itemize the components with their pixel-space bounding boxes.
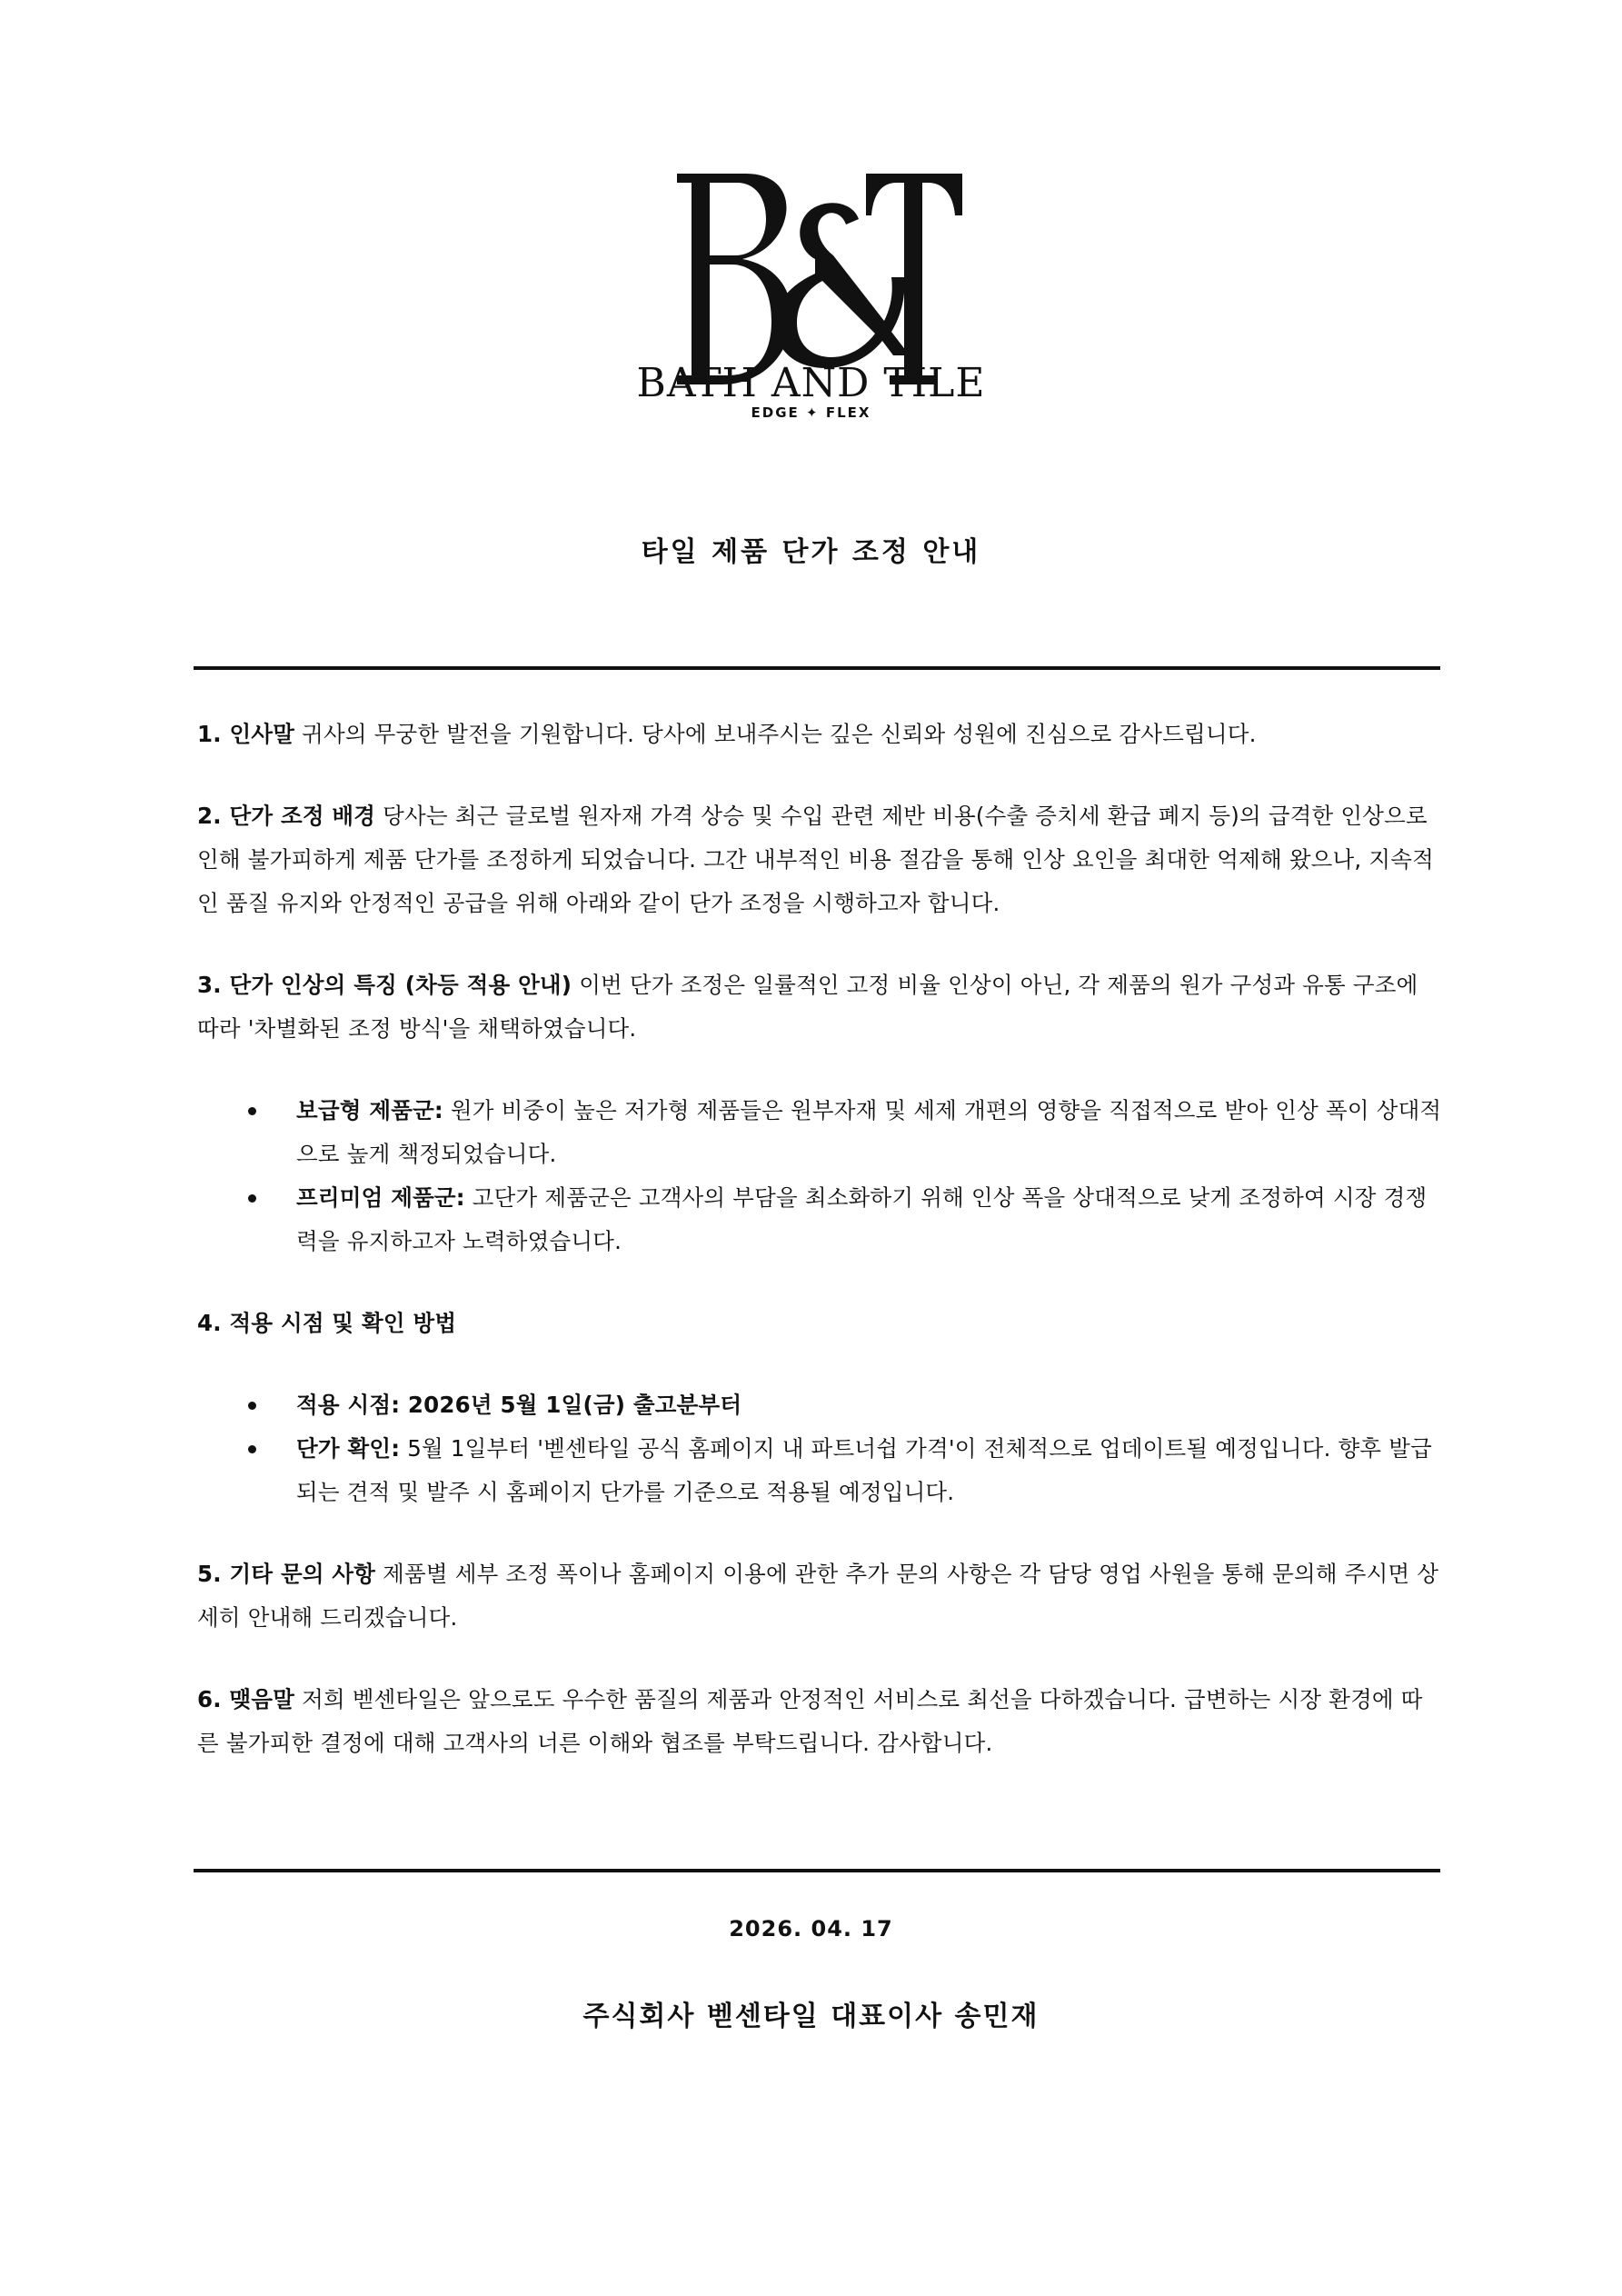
list-item-label: 보급형 제품군: [296,1097,443,1123]
list-item-text: 고단가 제품군은 고객사의 부담을 최소화하기 위해 인상 폭을 상대적으로 낮게 조정하여 시장 경쟁력을 유지하고자 노력하였습니다. [296,1184,1428,1254]
section-schedule [197,1302,1442,1345]
section-features [197,963,1442,1051]
section-heading: 2. 단가 조정 배경 [197,803,376,829]
bottom-divider [194,1869,1440,1872]
signature-line: 주식회사 벧센타일 대표이사 송민재 [582,2001,1040,2032]
page-title: 타일 제품 단가 조정 안내 [641,536,981,568]
issue-date: 2026. 04. 17 [729,1916,893,1942]
section-background [197,794,1442,925]
features-list [197,1089,1442,1263]
list-item-text: 5월 1일부터 '벧센타일 공식 홈페이지 내 파트너쉽 가격'이 전체적으로 업데이트될 예정입니다. 향후 발급되는 견적 및 발주 시 홈페이지 단가를 기준으로 적용될 예정입니다. [296,1435,1433,1505]
section-heading: 5. 기타 문의 사항 [197,1561,376,1587]
section-text: 저희 벧센타일은 앞으로도 우수한 품질의 제품과 안정적인 서비스로 최선을 다하겠습니다. 급변하는 시장 환경에 따른 불가피한 결정에 대해 고객사의 너른 이해와 협조를 부탁드립니다. 감사합니다. [197,1686,1423,1756]
top-divider [194,666,1440,670]
logo-tagline: EDGE ✦ FLEX [751,404,871,421]
section-heading: 4. 적용 시점 및 확인 방법 [197,1310,457,1336]
section-text: 귀사의 무궁한 발전을 기원합니다. 당사에 보내주시는 깊은 신뢰와 성원에 진심으로 감사드립니다. [294,721,1257,747]
section-greeting [197,713,1442,756]
list-item [296,1176,1442,1263]
section-text: 이번 단가 조정은 일률적인 고정 비율 인상이 아닌, 각 제품의 원가 구성과 유통 구조에 따라 '차별화된 조정 방식'을 채택하였습니다. [197,972,1418,1042]
list-item [296,1427,1442,1514]
list-item-text: 원가 비중이 높은 저가형 제품들은 원부자재 및 세제 개편의 영향을 직접적으로 받아 인상 폭이 상대적으로 높게 책정되었습니다. [296,1097,1442,1167]
section-heading: 6. 맺음말 [197,1686,295,1712]
list-item-label: 프리미엄 제품군: [296,1184,465,1211]
list-item-label: 단가 확인: [296,1435,401,1462]
list-item [296,1089,1442,1176]
section-heading: 1. 인사말 [197,721,295,747]
list-item-label: 적용 시점: 2026년 5월 1일(금) 출고분부터 [296,1392,742,1418]
section-heading: 3. 단가 인상의 특징 (차등 적용 안내) [197,972,572,998]
schedule-list [197,1383,1442,1514]
section-closing [197,1678,1442,1765]
logo-brand-name: BATH AND TILE [636,360,986,406]
section-inquiries [197,1552,1442,1640]
list-item [296,1383,1442,1427]
section-text: 당사는 최근 글로벌 원자재 가격 상승 및 수입 관련 제반 비용(수출 증치세 환급 폐지 등)의 급격한 인상으로 인해 불가피하게 제품 단가를 조정하게 되었습니다. 그간 내부적인 비용 절감을 통해 인상 요인을 최대한 억제해 왔으나, 지속적인 품질 유지와 안정적인 공급을 위해 아래와 같이 단가 조정을 시행하고자 합니다. [197,803,1434,916]
section-text: 제품별 세부 조정 폭이나 홈페이지 이용에 관한 추가 문의 사항은 각 담당 영업 사원을 통해 문의해 주시면 상세히 안내해 드리겠습니다. [197,1561,1439,1631]
notice-body [197,713,1442,1803]
